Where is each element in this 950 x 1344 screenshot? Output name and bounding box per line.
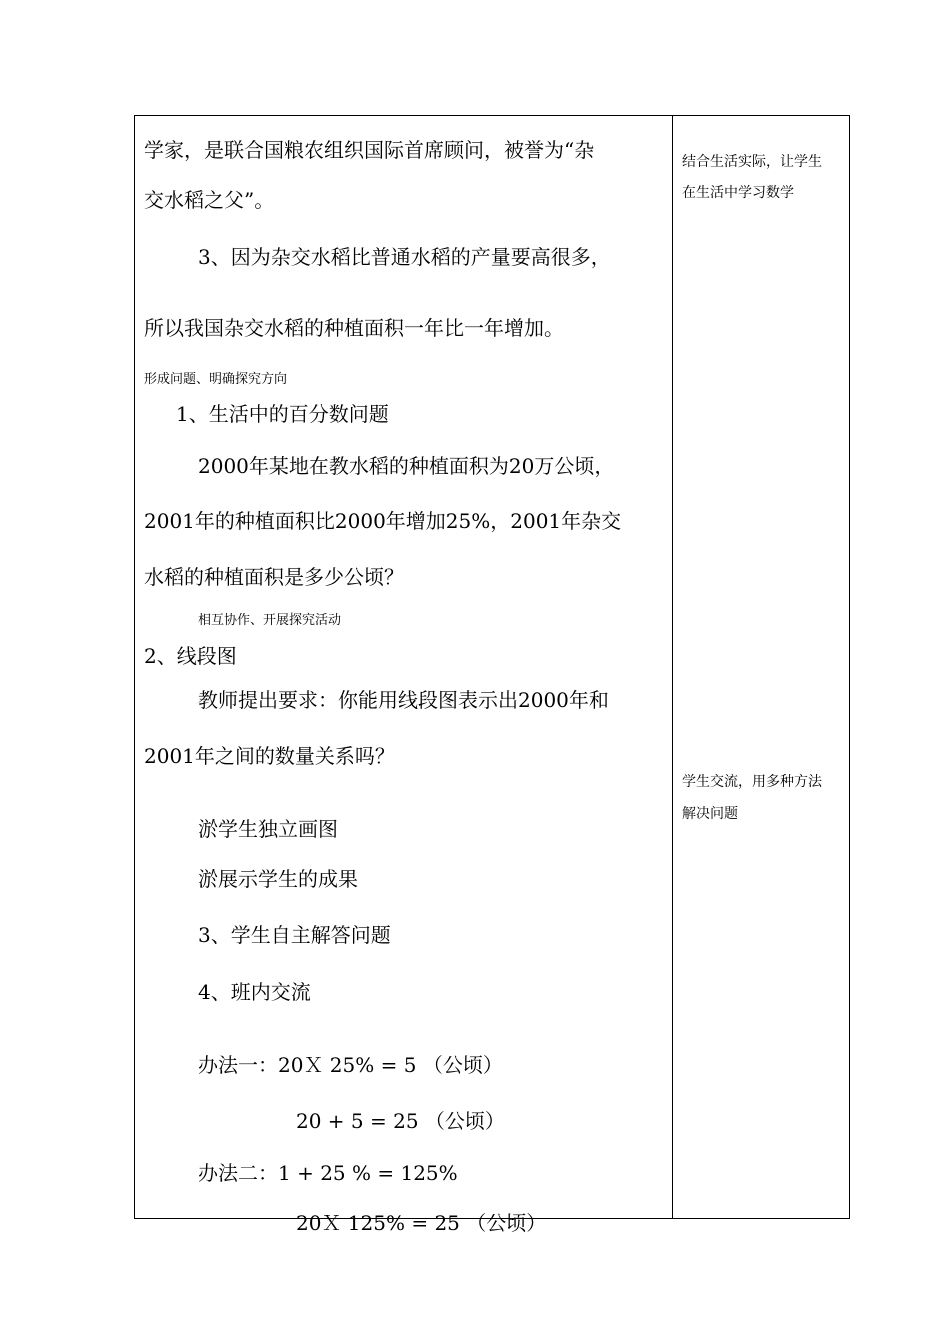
notes-cell [673,116,849,1218]
problem-line: 水稻的种植面积是多少公顷？ [144,565,404,589]
list-item: 4、班内交流 [198,980,311,1004]
problem-line: 2001年的种植面积比2000年增加25%，2001年杂交 [144,509,622,533]
problem-line: 2000年某地在教水稻的种植面积为20万公顷， [198,454,615,478]
list-item: 2、线段图 [144,644,237,668]
list-item: 3、学生自主解答问题 [198,923,391,947]
step-item: 淤学生独立画图 [198,817,338,841]
method-line: 办法一：20Ｘ 25% = 5 （公顷） [198,1053,503,1077]
note-line: 解决问题 [682,806,738,822]
list-item: 1、生活中的百分数问题 [176,402,389,426]
requirement-line: 教师提出要求：你能用线段图表示出2000年和 [198,688,609,712]
step-item: 淤展示学生的成果 [198,867,358,891]
note-line: 学生交流，用多种方法 [682,774,822,790]
section-heading: 相互协作、开展探究活动 [198,613,342,628]
paragraph-line: 学家，是联合国粮农组织国际首席顾问，被誉为“杂 [144,138,595,162]
note-line: 结合生活实际，让学生 [682,154,822,170]
content-cell [135,116,672,1235]
method-line: 20 + 5 = 25 （公顷） [296,1109,505,1133]
method-line: 办法二：1 + 25 % = 125% [198,1161,458,1185]
paragraph-line: 3、因为杂交水稻比普通水稻的产量要高很多， [198,245,611,269]
requirement-line: 2001年之间的数量关系吗？ [144,744,395,768]
paragraph-line: 交水稻之父”。 [144,188,275,212]
method-line: 20Ｘ 125% = 25 （公顷） [296,1211,547,1235]
lesson-plan-table [134,115,850,1235]
note-line: 在生活中学习数学 [682,185,794,201]
paragraph-line: 所以我国杂交水稻的种植面积一年比一年增加。 [144,316,564,340]
section-heading: 形成问题、明确探究方向 [144,372,288,387]
